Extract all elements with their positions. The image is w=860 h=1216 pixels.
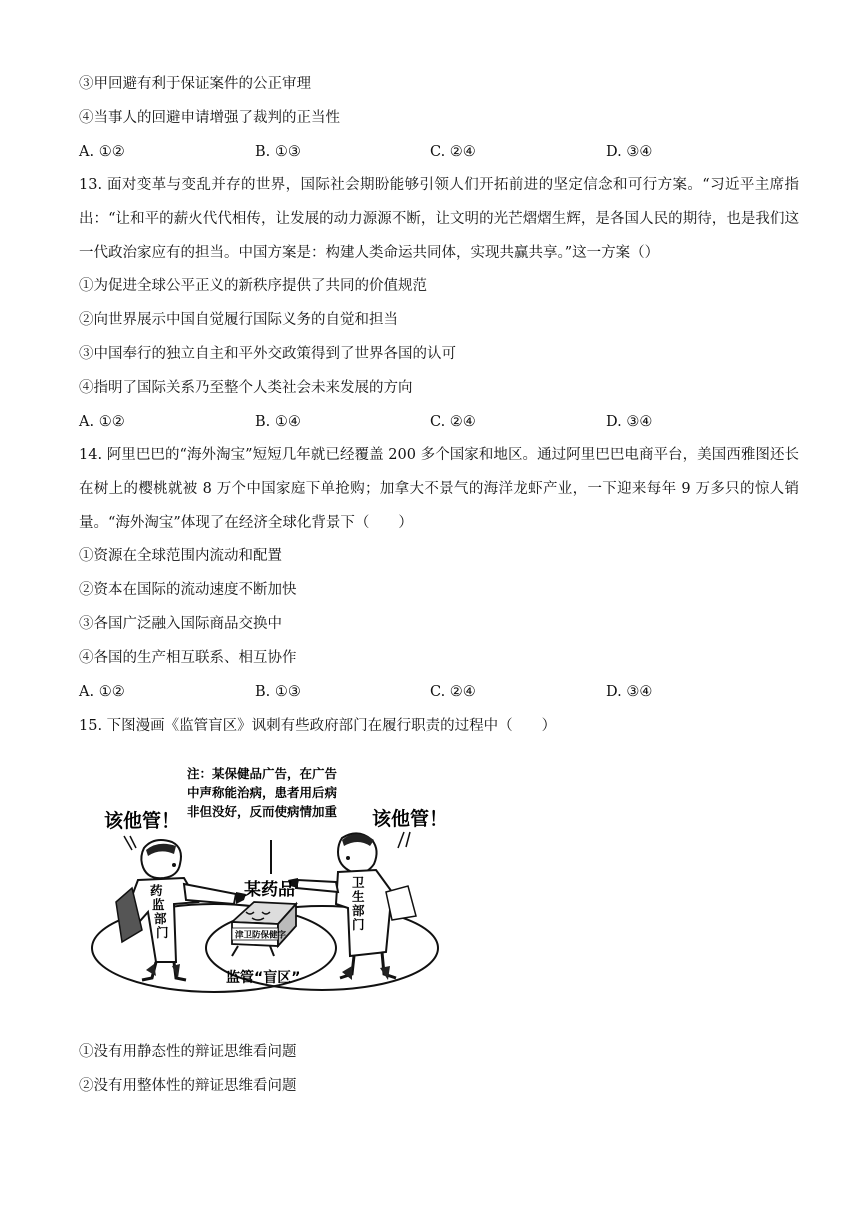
product-label: 某药品 xyxy=(244,880,295,900)
q12-option-b: B. ①③ xyxy=(255,144,301,160)
q14-option-a: A. ①② xyxy=(79,684,125,700)
q15-stem: 15. 下图漫画《监管盲区》讽刺有些政府部门在履行职责的过程中（ ） xyxy=(79,718,557,734)
q13-statement-4: ④指明了国际关系乃至整个人类社会未来发展的方向 xyxy=(79,380,413,396)
q13-option-b: B. ①④ xyxy=(255,414,301,430)
q13-option-c: C. ②④ xyxy=(430,414,476,430)
q13-option-a: A. ①② xyxy=(79,414,125,430)
comic-note-line-2: 中声称能治病，患者用后病 xyxy=(187,785,338,800)
svg-text:门: 门 xyxy=(352,917,365,932)
q13-statement-3: ③中国奉行的独立自主和平外交政策得到了世界各国的认可 xyxy=(79,346,456,362)
q12-statement-3: ③甲回避有利于保证案件的公正审理 xyxy=(79,76,311,92)
q12-statement-4: ④当事人的回避申请增强了裁判的正当性 xyxy=(79,110,340,126)
q14-statement-1: ①资源在全球范围内流动和配置 xyxy=(79,548,282,564)
q13-option-d: D. ③④ xyxy=(606,414,653,430)
svg-text:门: 门 xyxy=(156,925,169,940)
svg-text:监: 监 xyxy=(152,897,165,912)
svg-text:卫: 卫 xyxy=(352,875,365,890)
svg-text:部: 部 xyxy=(352,903,365,918)
q14-statement-3: ③各国广泛融入国际商品交换中 xyxy=(79,616,282,632)
right-speech: 该他管！ xyxy=(372,808,448,830)
q13-statement-2: ②向世界展示中国自觉履行国际义务的自觉和担当 xyxy=(79,312,398,328)
left-official-figure xyxy=(116,840,246,980)
right-dept-label xyxy=(352,875,365,932)
svg-text:药: 药 xyxy=(150,883,163,898)
q15-statement-1: ①没有用静态性的辩证思维看问题 xyxy=(79,1044,297,1060)
cartoon-regulatory-blind-zone xyxy=(86,752,448,1002)
q13-statement-1: ①为促进全球公平正义的新秩序提供了共同的价值规范 xyxy=(79,278,427,294)
q14-statement-2: ②资本在国际的流动速度不断加快 xyxy=(79,582,297,598)
blind-zone-label: 监管“盲区” xyxy=(226,970,301,986)
q12-option-d: D. ③④ xyxy=(606,144,653,160)
comic-note-line-3: 非但没好，反而使病情加重 xyxy=(187,804,338,819)
q13-stem: 13. 面对变革与变乱并存的世界，国际社会期盼能够引领人们开拓前进的坚定信念和可行方案。“习近平主席指出：“让和平的薪火代代相传，让发展的动力源源不断，让文明的光芒熠熠生辉，是各国人民的期待，也是我们这一代政治家应有的担当。中国方案是：构建人类命运共同体，实现共赢共享。”这一方案（） xyxy=(79,177,799,261)
q14-stem: 14. 阿里巴巴的“海外淘宝”短短几年就已经覆盖 200 多个国家和地区。通过阿里巴巴电商平台，美国西雅图还长在树上的樱桃就被 8 万个中国家庭下单抢购；加拿大不景气的海洋龙虾产业，一下迎来每年 9 万多只的惊人销量。“海外淘宝”体现了在经济全球化背景下（ ） xyxy=(79,447,799,531)
q14-statement-4: ④各国的生产相互联系、相互协作 xyxy=(79,650,297,666)
q14-option-b: B. ①③ xyxy=(255,684,301,700)
q14-option-d: D. ③④ xyxy=(606,684,653,700)
product-box-label: 津卫防保健字 xyxy=(235,930,287,941)
comic-note-line-1: 注：某保健品广告，在广告 xyxy=(187,766,338,781)
q14-option-c: C. ②④ xyxy=(430,684,476,700)
q15-statement-2: ②没有用整体性的辩证思维看问题 xyxy=(79,1078,297,1094)
q12-option-c: C. ②④ xyxy=(430,144,476,160)
q12-option-a: A. ①② xyxy=(79,144,125,160)
left-speech: 该他管！ xyxy=(104,810,181,832)
svg-text:生: 生 xyxy=(352,889,365,904)
svg-text:部: 部 xyxy=(154,911,167,926)
